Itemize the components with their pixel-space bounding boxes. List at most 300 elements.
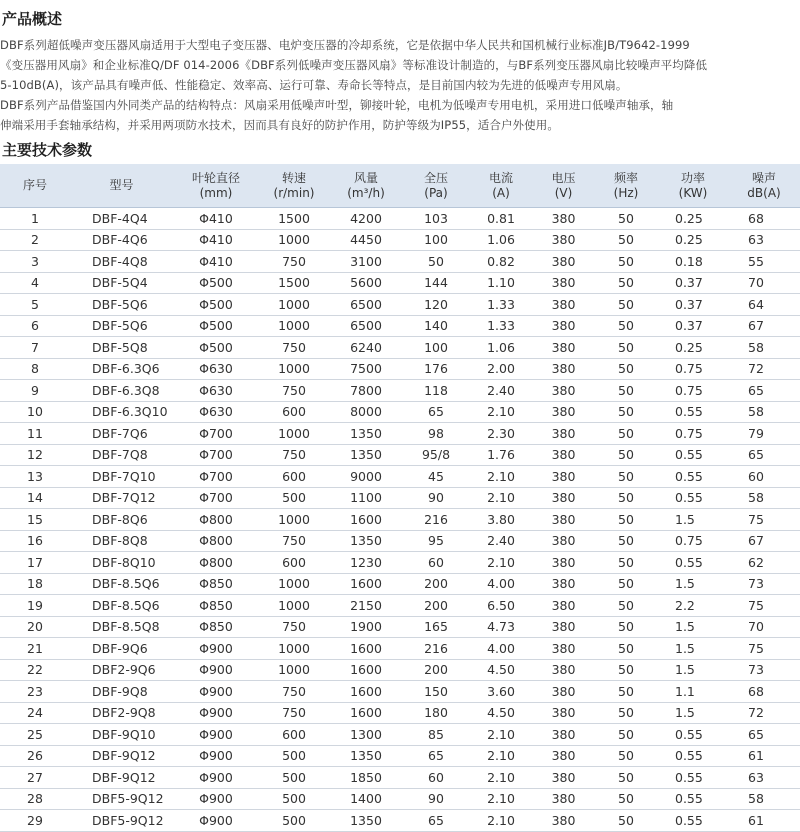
table-cell: 50	[594, 681, 658, 703]
table-cell: 2.40	[469, 530, 533, 552]
table-cell: 4.50	[469, 702, 533, 724]
table-cell: 380	[533, 466, 594, 488]
table-row	[0, 659, 800, 681]
table-cell: 3100	[329, 251, 403, 273]
table-cell: 85	[403, 724, 469, 746]
table-cell: Φ900	[173, 745, 259, 767]
table-cell: 29	[0, 810, 70, 832]
table-cell: 25	[0, 724, 70, 746]
table-cell: 70	[728, 272, 800, 294]
table-cell: 68	[728, 681, 800, 703]
table-cell: 0.55	[658, 767, 728, 789]
table-cell: 180	[403, 702, 469, 724]
column-header	[403, 164, 469, 208]
table-cell: 380	[533, 444, 594, 466]
column-header	[728, 164, 800, 208]
table-cell: 65	[403, 745, 469, 767]
table-row	[0, 401, 800, 423]
spec-table	[0, 164, 800, 832]
table-cell: 1000	[259, 229, 329, 251]
table-cell: 1600	[329, 681, 403, 703]
column-header-line: (KW)	[678, 185, 708, 200]
table-cell: 380	[533, 681, 594, 703]
table-row	[0, 616, 800, 638]
table-cell: 1900	[329, 616, 403, 638]
table-cell: DBF5-9Q12	[70, 788, 173, 810]
table-cell: 65	[728, 724, 800, 746]
table-cell: 4	[0, 272, 70, 294]
table-cell: 0.55	[658, 724, 728, 746]
table-cell: 9000	[329, 466, 403, 488]
table-cell: Φ630	[173, 401, 259, 423]
table-cell: 50	[594, 788, 658, 810]
paragraph-line: DBF系列产品借鉴国内外同类产品的结构特点：风扇采用低噪声叶型，铆接叶轮，电机为低噪声专用电机，采用进口低噪声轴承，轴	[0, 98, 674, 112]
table-cell: 216	[403, 509, 469, 531]
table-cell: 58	[728, 487, 800, 509]
table-cell: 1300	[329, 724, 403, 746]
table-cell: DBF-7Q8	[70, 444, 173, 466]
table-cell: 600	[259, 552, 329, 574]
table-cell: 19	[0, 595, 70, 617]
table-cell: 380	[533, 724, 594, 746]
table-cell: 380	[533, 595, 594, 617]
table-cell: 6	[0, 315, 70, 337]
table-cell: DBF-9Q8	[70, 681, 173, 703]
table-row	[0, 208, 800, 230]
table-cell: 1500	[259, 272, 329, 294]
table-cell: 0.55	[658, 466, 728, 488]
table-cell: 1.5	[658, 638, 728, 660]
table-cell: 24	[0, 702, 70, 724]
table-cell: 50	[594, 552, 658, 574]
table-cell: 18	[0, 573, 70, 595]
table-cell: 1000	[259, 659, 329, 681]
table-cell: 0.75	[658, 530, 728, 552]
table-cell: 50	[594, 358, 658, 380]
table-cell: Φ900	[173, 788, 259, 810]
table-cell: 50	[594, 659, 658, 681]
table-cell: 1350	[329, 810, 403, 832]
table-cell: 21	[0, 638, 70, 660]
table-cell: 380	[533, 767, 594, 789]
table-cell: 4450	[329, 229, 403, 251]
table-cell: 100	[403, 337, 469, 359]
table-cell: 50	[594, 767, 658, 789]
table-cell: 1.5	[658, 659, 728, 681]
table-row	[0, 272, 800, 294]
table-cell: DBF-8Q6	[70, 509, 173, 531]
table-cell: DBF-9Q12	[70, 767, 173, 789]
table-cell: 50	[594, 466, 658, 488]
column-header	[469, 164, 533, 208]
table-cell: 1.06	[469, 337, 533, 359]
table-cell: 216	[403, 638, 469, 660]
table-cell: 0.18	[658, 251, 728, 273]
table-cell: 1000	[259, 358, 329, 380]
table-cell: 380	[533, 745, 594, 767]
column-header-line: 风量	[353, 170, 378, 185]
table-cell: 73	[728, 659, 800, 681]
table-row	[0, 423, 800, 445]
table-cell: 1.5	[658, 509, 728, 531]
column-header	[70, 164, 173, 208]
table-cell: 11	[0, 423, 70, 445]
table-cell: 2.40	[469, 380, 533, 402]
table-cell: 4.00	[469, 573, 533, 595]
table-cell: 0.37	[658, 294, 728, 316]
table-cell: 0.55	[658, 745, 728, 767]
table-cell: 380	[533, 208, 594, 230]
table-row	[0, 595, 800, 617]
table-cell: 60	[403, 552, 469, 574]
table-cell: 176	[403, 358, 469, 380]
table-cell: 58	[728, 401, 800, 423]
column-header-line: (A)	[492, 185, 510, 200]
column-header	[329, 164, 403, 208]
table-cell: Φ800	[173, 530, 259, 552]
table-cell: DBF-7Q6	[70, 423, 173, 445]
table-cell: 73	[728, 573, 800, 595]
table-cell: 200	[403, 659, 469, 681]
table-cell: 7800	[329, 380, 403, 402]
table-cell: Φ800	[173, 552, 259, 574]
table-cell: 118	[403, 380, 469, 402]
paragraph-line: 5-10dB(A)，该产品具有噪声低、性能稳定、效率高、运行可靠、寿命长等特点，是目前国内较为先进的低噪声专用风扇。	[0, 78, 628, 92]
table-cell: 50	[594, 595, 658, 617]
table-cell: 1100	[329, 487, 403, 509]
table-cell: 750	[259, 444, 329, 466]
column-header-line: (Pa)	[424, 185, 448, 200]
table-cell: Φ630	[173, 358, 259, 380]
overview-paragraph-2	[0, 95, 800, 135]
table-cell: Φ410	[173, 208, 259, 230]
table-cell: 380	[533, 380, 594, 402]
table-cell: 58	[728, 337, 800, 359]
table-row	[0, 294, 800, 316]
table-cell: 8000	[329, 401, 403, 423]
table-cell: 61	[728, 745, 800, 767]
table-cell: 27	[0, 767, 70, 789]
table-cell: 13	[0, 466, 70, 488]
table-row	[0, 767, 800, 789]
table-cell: 380	[533, 552, 594, 574]
table-cell: 120	[403, 294, 469, 316]
table-cell: 2.10	[469, 552, 533, 574]
table-cell: 0.82	[469, 251, 533, 273]
table-cell: 20	[0, 616, 70, 638]
table-cell: 380	[533, 573, 594, 595]
table-cell: 2.10	[469, 466, 533, 488]
overview-paragraph-1	[0, 35, 800, 95]
table-cell: DBF-9Q6	[70, 638, 173, 660]
table-cell: 0.55	[658, 788, 728, 810]
table-cell: 50	[594, 702, 658, 724]
table-cell: 6500	[329, 294, 403, 316]
column-header-line: 叶轮直径	[191, 170, 240, 185]
table-cell: 23	[0, 681, 70, 703]
table-cell: 0.37	[658, 272, 728, 294]
table-cell: 380	[533, 294, 594, 316]
table-cell: 50	[594, 638, 658, 660]
table-cell: 2.2	[658, 595, 728, 617]
table-cell: 0.37	[658, 315, 728, 337]
table-cell: 50	[594, 423, 658, 445]
table-cell: Φ410	[173, 229, 259, 251]
table-cell: 28	[0, 788, 70, 810]
table-cell: 380	[533, 509, 594, 531]
table-cell: 1000	[259, 573, 329, 595]
column-header-line: 序号	[22, 178, 47, 192]
column-header-line: 全压	[423, 170, 448, 185]
table-cell: 1.5	[658, 573, 728, 595]
table-cell: Φ500	[173, 272, 259, 294]
table-cell: 50	[594, 208, 658, 230]
table-cell: 600	[259, 401, 329, 423]
table-cell: Φ900	[173, 659, 259, 681]
table-row	[0, 530, 800, 552]
table-cell: 65	[403, 401, 469, 423]
table-cell: 95/8	[403, 444, 469, 466]
table-cell: DBF-8Q8	[70, 530, 173, 552]
table-cell: 50	[594, 251, 658, 273]
table-cell: Φ850	[173, 616, 259, 638]
table-cell: 380	[533, 337, 594, 359]
paragraph-line: DBF系列超低噪声变压器风扇适用于大型电子变压器、电炉变压器的冷却系统，它是依据中华人民共和国机械行业标准JB/T9642-1999	[0, 38, 690, 52]
table-cell: Φ410	[173, 251, 259, 273]
column-header-line: 转速	[281, 170, 306, 185]
table-cell: Φ500	[173, 294, 259, 316]
overview-heading: 产品概述	[2, 10, 63, 28]
table-cell: 4200	[329, 208, 403, 230]
table-cell: 50	[594, 616, 658, 638]
table-cell: Φ800	[173, 509, 259, 531]
table-cell: 50	[594, 229, 658, 251]
table-cell: Φ700	[173, 487, 259, 509]
table-cell: 9	[0, 380, 70, 402]
table-cell: 1600	[329, 659, 403, 681]
table-row	[0, 509, 800, 531]
table-cell: DBF5-9Q12	[70, 810, 173, 832]
table-cell: Φ700	[173, 466, 259, 488]
table-cell: 1.5	[658, 702, 728, 724]
table-cell: DBF-7Q10	[70, 466, 173, 488]
table-cell: 200	[403, 573, 469, 595]
table-cell: 64	[728, 294, 800, 316]
table-cell: 14	[0, 487, 70, 509]
table-cell: 380	[533, 229, 594, 251]
table-cell: DBF-4Q4	[70, 208, 173, 230]
table-cell: 45	[403, 466, 469, 488]
table-cell: 380	[533, 616, 594, 638]
table-row	[0, 358, 800, 380]
table-cell: 750	[259, 251, 329, 273]
table-cell: 50	[594, 294, 658, 316]
table-cell: 4.50	[469, 659, 533, 681]
table-cell: 8	[0, 358, 70, 380]
column-header-line: (Hz)	[613, 185, 639, 200]
table-cell: 1	[0, 208, 70, 230]
table-row	[0, 810, 800, 832]
table-cell: 0.55	[658, 552, 728, 574]
table-row	[0, 788, 800, 810]
table-cell: 50	[594, 315, 658, 337]
table-cell: 500	[259, 767, 329, 789]
column-header-line: 频率	[613, 170, 638, 185]
table-cell: 380	[533, 659, 594, 681]
table-cell: 380	[533, 702, 594, 724]
table-cell: 50	[594, 530, 658, 552]
table-cell: 50	[403, 251, 469, 273]
table-cell: 61	[728, 810, 800, 832]
table-cell: 2.10	[469, 401, 533, 423]
table-cell: 2.10	[469, 724, 533, 746]
table-cell: 65	[728, 444, 800, 466]
table-cell: 0.75	[658, 380, 728, 402]
table-cell: 68	[728, 208, 800, 230]
table-cell: 58	[728, 788, 800, 810]
table-cell: 600	[259, 466, 329, 488]
column-header	[0, 164, 70, 208]
table-cell: DBF-6.3Q6	[70, 358, 173, 380]
table-cell: 1.10	[469, 272, 533, 294]
table-cell: 2.00	[469, 358, 533, 380]
table-cell: 1.33	[469, 315, 533, 337]
table-cell: 1.76	[469, 444, 533, 466]
table-cell: 22	[0, 659, 70, 681]
table-cell: Φ900	[173, 810, 259, 832]
table-cell: DBF-5Q6	[70, 294, 173, 316]
table-cell: 70	[728, 616, 800, 638]
table-row	[0, 745, 800, 767]
table-cell: DBF2-9Q8	[70, 702, 173, 724]
table-cell: 1.06	[469, 229, 533, 251]
specs-heading: 主要技术参数	[2, 141, 93, 159]
table-cell: 380	[533, 251, 594, 273]
table-cell: 2.10	[469, 788, 533, 810]
table-cell: 1000	[259, 315, 329, 337]
table-cell: DBF-4Q6	[70, 229, 173, 251]
table-cell: 6240	[329, 337, 403, 359]
table-cell: 62	[728, 552, 800, 574]
table-cell: 67	[728, 530, 800, 552]
table-cell: Φ500	[173, 337, 259, 359]
table-cell: 10	[0, 401, 70, 423]
paragraph-line: 《变压器用风扇》和企业标准Q/DF 014-2006《DBF系列低噪声变压器风扇》等标准设计制造的，与BF系列变压器风扇比较噪声平均降低	[0, 58, 708, 72]
column-header-line: dB(A)	[747, 185, 781, 200]
table-cell: 500	[259, 745, 329, 767]
table-cell: 50	[594, 487, 658, 509]
table-cell: 1350	[329, 530, 403, 552]
table-cell: 75	[728, 638, 800, 660]
table-cell: DBF-5Q4	[70, 272, 173, 294]
table-cell: Φ630	[173, 380, 259, 402]
table-cell: 1000	[259, 638, 329, 660]
table-cell: 0.25	[658, 229, 728, 251]
table-cell: Φ850	[173, 573, 259, 595]
table-cell: 67	[728, 315, 800, 337]
table-cell: 380	[533, 810, 594, 832]
table-row	[0, 315, 800, 337]
table-cell: 150	[403, 681, 469, 703]
column-header-line: 电流	[488, 170, 513, 185]
table-cell: Φ900	[173, 638, 259, 660]
table-header-row	[0, 164, 800, 208]
column-header	[533, 164, 594, 208]
table-cell: 100	[403, 229, 469, 251]
table-cell: 0.55	[658, 444, 728, 466]
table-row	[0, 702, 800, 724]
table-cell: Φ900	[173, 724, 259, 746]
table-cell: Φ700	[173, 423, 259, 445]
table-cell: 6.50	[469, 595, 533, 617]
table-cell: 0.55	[658, 810, 728, 832]
table-row	[0, 724, 800, 746]
column-header-line: 电压	[551, 170, 576, 185]
table-cell: DBF-8Q10	[70, 552, 173, 574]
table-cell: DBF-7Q12	[70, 487, 173, 509]
table-cell: 2.10	[469, 487, 533, 509]
table-cell: 7	[0, 337, 70, 359]
table-cell: 50	[594, 337, 658, 359]
table-cell: Φ500	[173, 315, 259, 337]
table-cell: 750	[259, 337, 329, 359]
table-cell: 6500	[329, 315, 403, 337]
table-cell: DBF2-9Q6	[70, 659, 173, 681]
table-cell: 65	[728, 380, 800, 402]
table-cell: DBF-8.5Q8	[70, 616, 173, 638]
table-body	[0, 208, 800, 832]
table-cell: 103	[403, 208, 469, 230]
table-cell: 2.10	[469, 810, 533, 832]
table-cell: 380	[533, 401, 594, 423]
table-cell: Φ900	[173, 702, 259, 724]
table-cell: 1000	[259, 509, 329, 531]
table-cell: 50	[594, 509, 658, 531]
table-cell: 50	[594, 272, 658, 294]
table-row	[0, 444, 800, 466]
table-cell: 0.55	[658, 401, 728, 423]
table-cell: 63	[728, 229, 800, 251]
column-header-line: (m³/h)	[347, 185, 385, 200]
table-row	[0, 681, 800, 703]
table-cell: 1600	[329, 573, 403, 595]
table-cell: Φ900	[173, 767, 259, 789]
table-cell: 3.80	[469, 509, 533, 531]
table-cell: Φ900	[173, 681, 259, 703]
table-cell: 98	[403, 423, 469, 445]
table-cell: 2.30	[469, 423, 533, 445]
table-cell: 60	[403, 767, 469, 789]
table-cell: 0.25	[658, 337, 728, 359]
table-cell: DBF-6.3Q10	[70, 401, 173, 423]
table-cell: 1350	[329, 444, 403, 466]
table-cell: 7500	[329, 358, 403, 380]
table-cell: 0.75	[658, 423, 728, 445]
table-cell: 2	[0, 229, 70, 251]
table-cell: 50	[594, 380, 658, 402]
table-cell: 50	[594, 745, 658, 767]
table-cell: 3	[0, 251, 70, 273]
table-cell: 380	[533, 423, 594, 445]
table-cell: 1000	[259, 294, 329, 316]
column-header	[173, 164, 259, 208]
column-header	[594, 164, 658, 208]
table-cell: 0.25	[658, 208, 728, 230]
paragraph-line: 伸端采用手套轴承结构，并采用两项防水技术，因而具有良好的防护作用，防护等级为IP55，适合户外使用。	[0, 118, 559, 132]
table-cell: 26	[0, 745, 70, 767]
table-row	[0, 573, 800, 595]
table-cell: 12	[0, 444, 70, 466]
